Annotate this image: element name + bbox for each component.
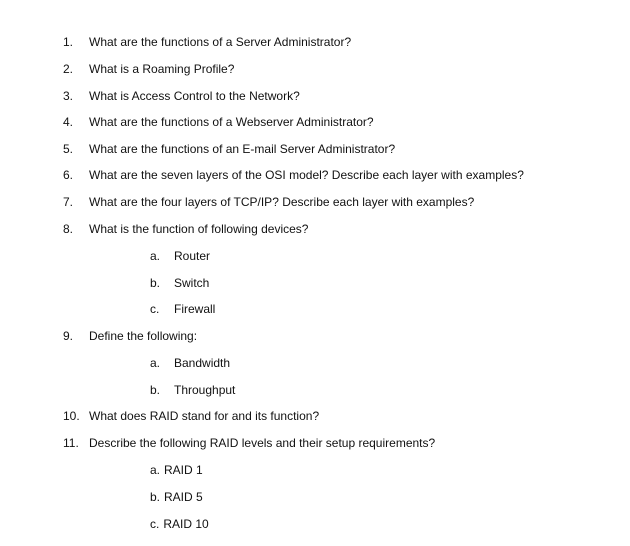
- question-6: [63, 168, 524, 182]
- question-text: What is the function of following devices?: [89, 222, 309, 236]
- sub-item-text: Router: [174, 249, 211, 263]
- question-number: 6.: [63, 168, 74, 182]
- sub-item-letter: a.: [150, 463, 161, 477]
- sub-item-text: Firewall: [174, 302, 216, 316]
- question-11: [63, 436, 435, 450]
- sub-item-text: RAID 5: [164, 490, 203, 504]
- sub-item-raid-1: [150, 463, 203, 477]
- question-number: 4.: [63, 115, 74, 129]
- question-7: [63, 195, 474, 209]
- question-text: What does RAID stand for and its function?: [89, 409, 320, 423]
- question-10: [63, 409, 319, 423]
- sub-item-bandwidth: [150, 356, 230, 370]
- question-number: 8.: [63, 222, 74, 236]
- sub-item-text: Switch: [174, 276, 210, 290]
- question-text: What are the functions of a Webserver Administrator?: [89, 115, 374, 129]
- question-text: What are the functions of an E-mail Server Administrator?: [89, 142, 396, 156]
- question-number: 7.: [63, 195, 74, 209]
- question-1: [63, 35, 351, 49]
- question-9: [63, 329, 197, 343]
- sub-item-letter: b.: [150, 276, 161, 290]
- question-number: 10.: [63, 409, 80, 423]
- question-text: What are the seven layers of the OSI model? Describe each layer with examples?: [89, 168, 524, 182]
- question-number: 5.: [63, 142, 74, 156]
- question-text: What are the four layers of TCP/IP? Describe each layer with examples?: [89, 195, 475, 209]
- question-number: 9.: [63, 329, 74, 343]
- question-2: [63, 62, 234, 76]
- sub-item-text: RAID 1: [164, 463, 203, 477]
- question-text: What are the functions of a Server Administrator?: [89, 35, 352, 49]
- sub-item-raid-10: [150, 517, 209, 531]
- question-text: What is a Roaming Profile?: [89, 62, 235, 76]
- question-number: 2.: [63, 62, 74, 76]
- sub-item-text: Throughput: [174, 383, 236, 397]
- question-text: Define the following:: [89, 329, 198, 343]
- sub-item-letter: a.: [150, 356, 161, 370]
- sub-item-letter: b.: [150, 490, 161, 504]
- sub-item-raid-5: [150, 490, 203, 504]
- sub-item-firewall: [150, 302, 215, 316]
- sub-item-letter: b.: [150, 383, 161, 397]
- sub-item-letter: c.: [150, 517, 160, 531]
- question-text: What is Access Control to the Network?: [89, 89, 300, 103]
- sub-item-text: RAID 10: [163, 517, 209, 531]
- sub-item-letter: a.: [150, 249, 161, 263]
- question-number: 3.: [63, 89, 74, 103]
- question-text: Describe the following RAID levels and their setup requirements?: [89, 436, 436, 450]
- question-4: [63, 115, 374, 129]
- question-number: 11.: [63, 436, 79, 450]
- question-3: [63, 89, 300, 103]
- sub-item-throughput: [150, 383, 235, 397]
- sub-item-router: [150, 249, 210, 263]
- sub-item-letter: c.: [150, 302, 160, 316]
- question-8: [63, 222, 308, 236]
- question-5: [63, 142, 395, 156]
- question-number: 1.: [63, 35, 74, 49]
- sub-item-text: Bandwidth: [174, 356, 231, 370]
- sub-item-switch: [150, 276, 209, 290]
